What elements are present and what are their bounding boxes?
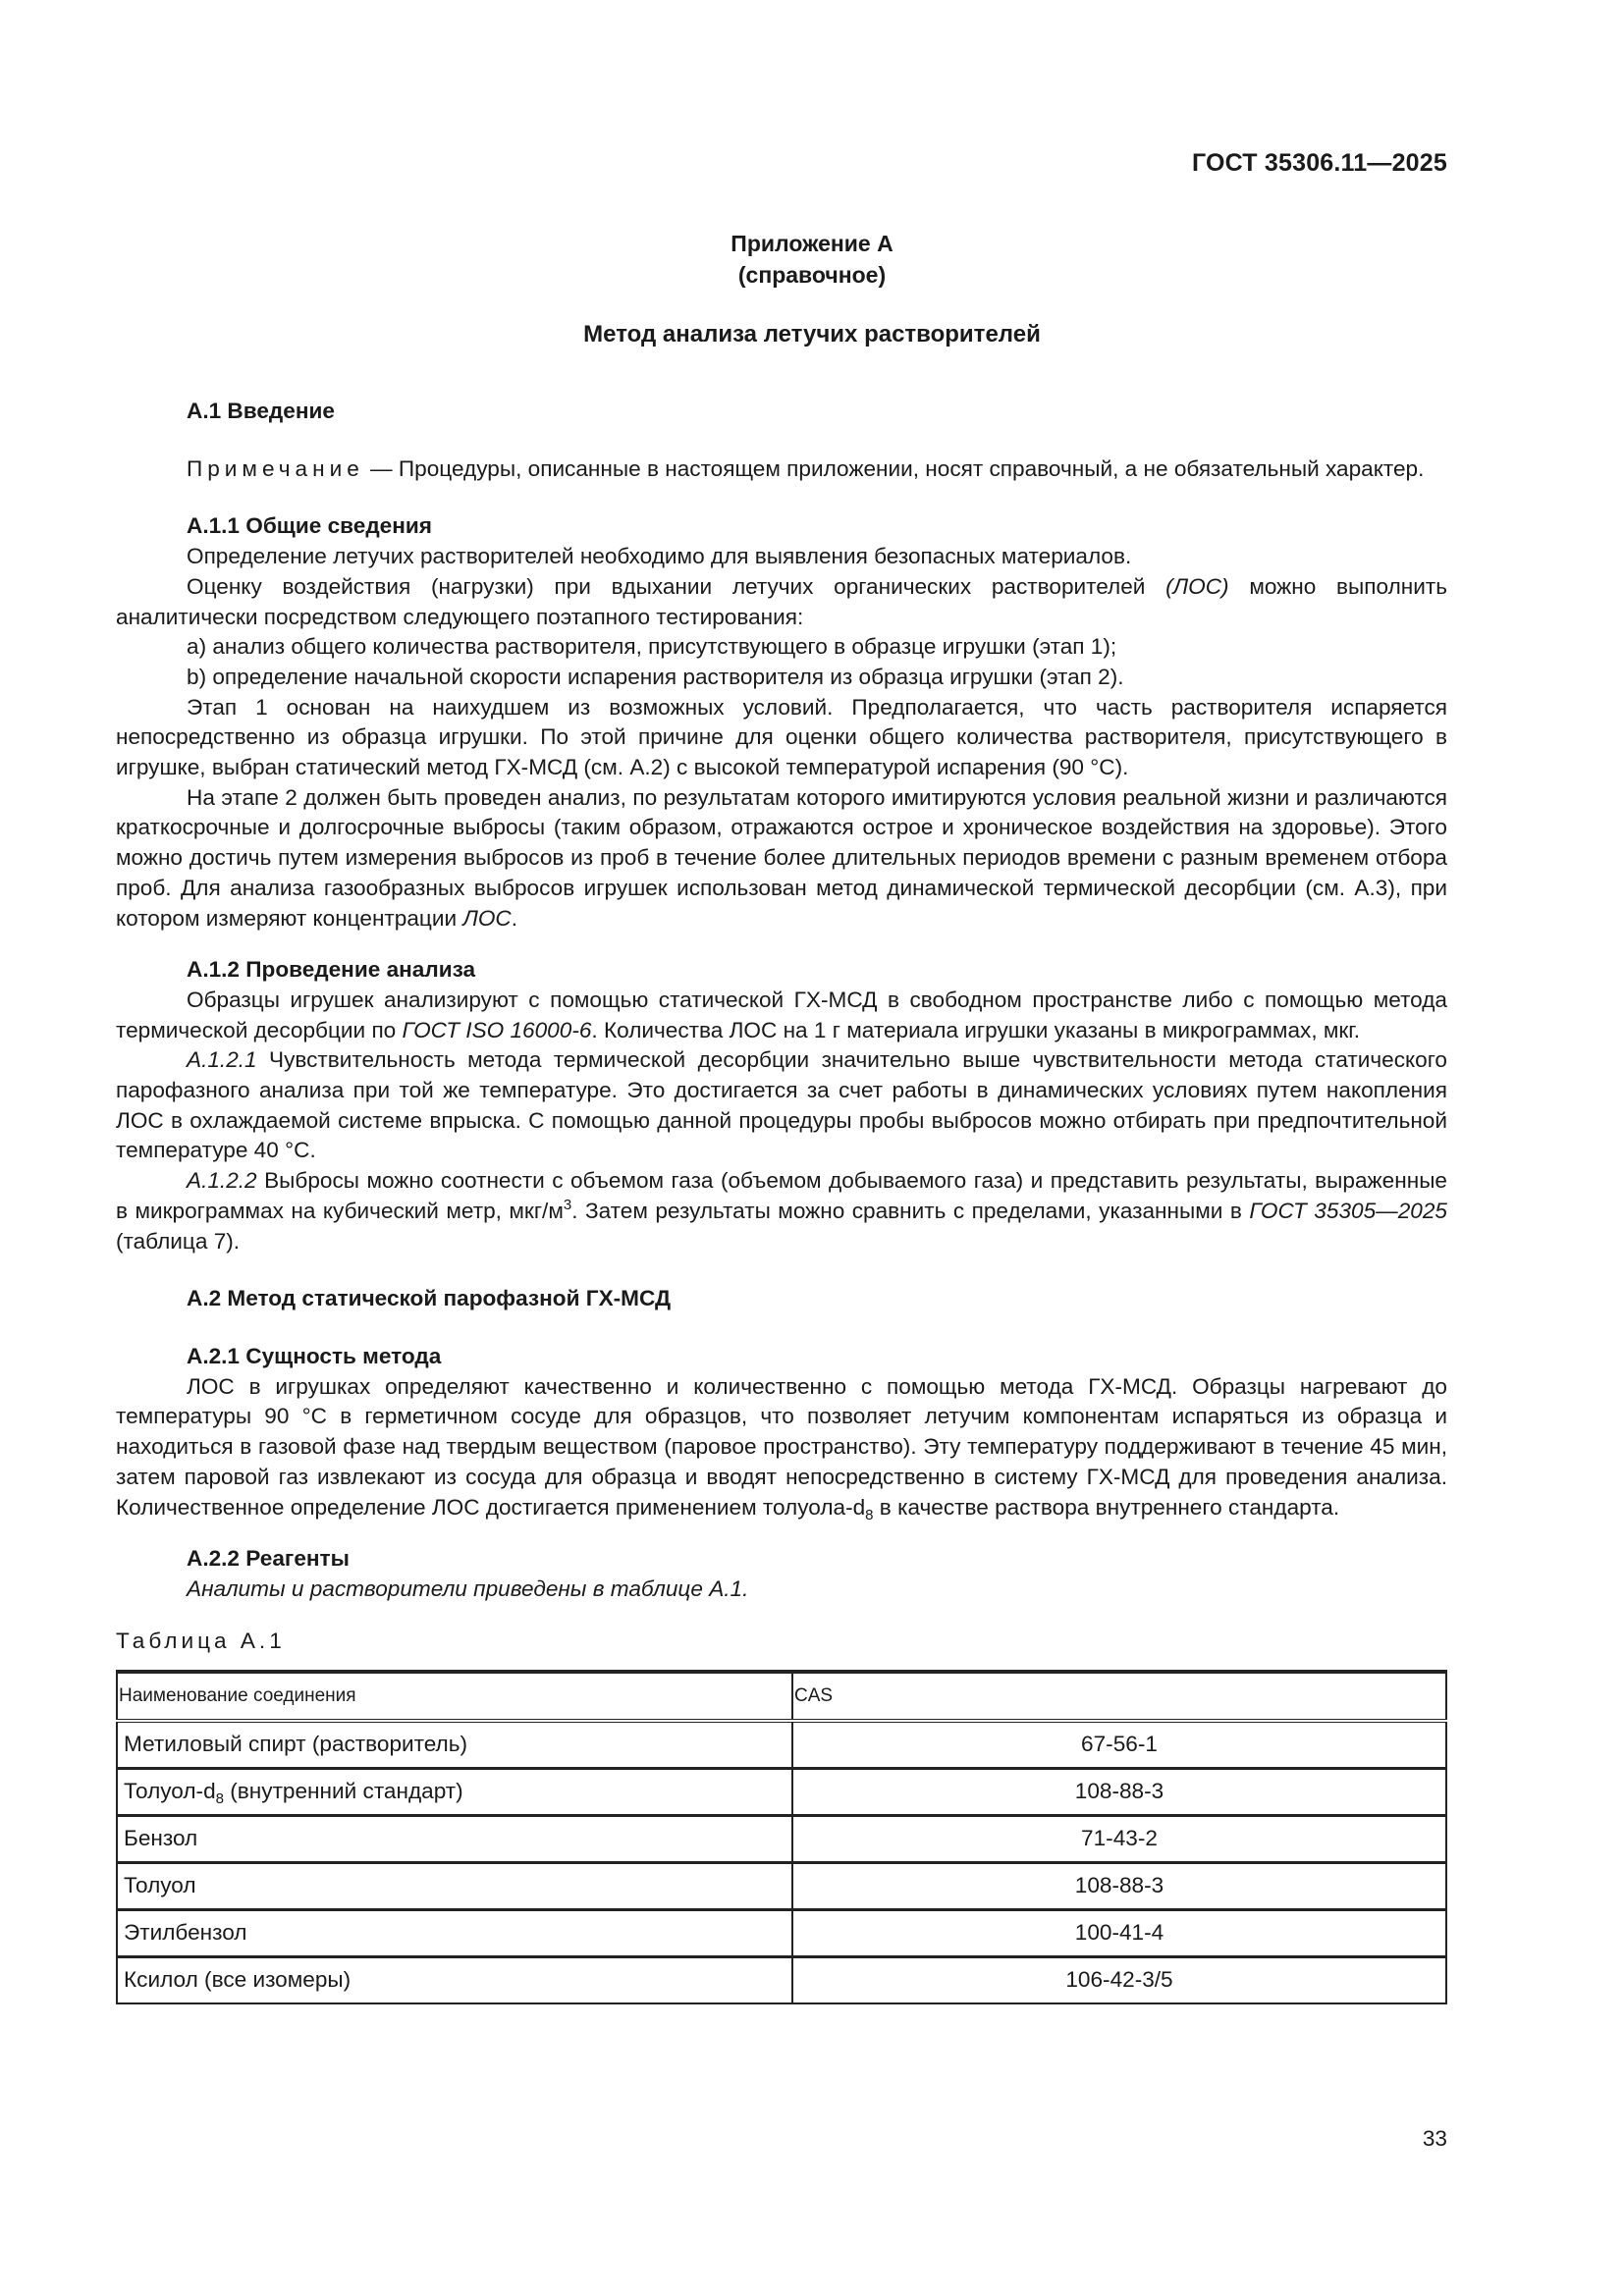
table-row (117, 1957, 1446, 2004)
standard-reference: ГОСТ ISO 16000-6 (402, 1017, 592, 1042)
cas-number: 108-88-3 (792, 1863, 1446, 1910)
section-heading-a2-1: А.2.1 Сущность метода (187, 1343, 442, 1368)
list-item: b) определение начальной скорости испарения растворителя из образца игрушки (этап 2). (187, 664, 1124, 689)
paragraph: На этапе 2 должен быть проведен анализ, по результатам которого имитируются условия реальной жизни и различаются краткосрочные и долгосрочные выбросы (таким образом, отражаются острое и хроническое воздействия на здоровье). Этого можно достичь путем измерения выбросов из проб в течение более длительных периодов времени с разным временем отбора проб. Для анализа газообразных выбросов игрушек использован метод динамической термической десорбции (см. А.3), при котором измеряют концентрации ЛОС. (116, 784, 1447, 931)
compound-name: Бензол (117, 1816, 792, 1863)
clause-number: А.1.2.2 (187, 1168, 257, 1194)
compound-name: Этилбензол (117, 1910, 792, 1957)
cas-number: 71-43-2 (792, 1816, 1446, 1863)
paragraph: Аналиты и растворители приведены в таблице А.1. (187, 1575, 749, 1601)
section-heading-a1-1: А.1.1 Общие сведения (187, 513, 432, 539)
cas-number: 67-56-1 (792, 1721, 1446, 1769)
annex-heading: Метод анализа летучих растворителей (583, 321, 1041, 347)
cas-number: 106-42-3/5 (792, 1957, 1446, 2004)
clause-number: А.1.2.1 (187, 1047, 257, 1073)
note-text: — Процедуры, описанные в настоящем приложении, носят справочный, а не обязательный характер. (363, 455, 1425, 481)
note-label: Примечание (187, 455, 364, 481)
standard-reference: ГОСТ 35305—2025 (1249, 1198, 1447, 1223)
compound-name: Ксилол (все изомеры) (117, 1957, 792, 2004)
compound-name: Толуол (117, 1863, 792, 1910)
paragraph: ЛОС в игрушках определяют качественно и количественно с помощью метода ГХ-МСД. Образцы нагревают до температуры 90 °С в герметичном сосуде для образцов, что позволяет летучим компонентам испаряться из образца и находиться в газовой фазе над твердым веществом (паровое пространство). Эту температуру поддерживают в течение 45 мин, затем паровой газ извлекают из сосуда для образца и вводят непосредственно в систему ГХ-МСД для проведения анализа. Количественное определение ЛОС достигается применением толуола-$d_8$ в качестве раствора внутреннего стандарта. (116, 1373, 1447, 1523)
cas-number: 108-88-3 (792, 1769, 1446, 1816)
compound-name: Метиловый спирт (растворитель) (117, 1721, 792, 1769)
column-header-cas: CAS (792, 1672, 1446, 1721)
table-caption: Таблица А.1 (116, 1628, 286, 1653)
table-row (117, 1721, 1446, 1769)
paragraph: А.1.2.2 Выбросы можно соотнести с объемом газа (объемом добываемого газа) и представить результаты, выраженные в микрограммах на кубический метр, мкг/$м^3$. Затем результаты можно сравнить с пределами, указанными в ГОСТ 35305—2025 (таблица 7). (116, 1168, 1447, 1254)
annex-subtitle: (справочное) (737, 262, 887, 288)
paragraph: Образцы игрушек анализируют с помощью статической ГХ-МСД в свободном пространстве либо с помощью метода термической десорбции по ГОСТ ISO 16000-6. Количества ЛОС на 1 г материала игрушки указаны в микрограммах, мкг. (116, 987, 1447, 1042)
paragraph: А.1.2.1 Чувствительность метода термической десорбции значительно выше чувствительности метода статического парофазного анализа при той же температуре. Это достигается за счет работы в динамических условиях путем накопления ЛОС в охлаждаемой системе впрыска. С помощью данной процедуры пробы выбросов можно отбирать при предпочтительной температуре 40 °С. (116, 1047, 1447, 1163)
document-body (116, 397, 1447, 2004)
section-heading-a2: А.2 Метод статической парофазной ГХ-МСД (187, 1286, 672, 1311)
compound-name: Толуол-$d_8$ (внутренний стандарт) (117, 1769, 792, 1816)
table-row (117, 1910, 1446, 1957)
table-row (117, 1816, 1446, 1863)
cas-number: 100-41-4 (792, 1910, 1446, 1957)
paragraph: Этап 1 основан на наихудшем из возможных условий. Предполагается, что часть растворителя испаряется непосредственно из образца игрушки. По этой причине для оценки общего количества растворителя, присутствующего в игрушке, выбран статический метод ГХ-МСД (см. А.2) с высокой температурой испарения (90 °С). (116, 694, 1447, 780)
list-item: а) анализ общего количества растворителя, присутствующего в образце игрушки (этап 1); (187, 634, 1117, 660)
document-code: ГОСТ 35306.11—2025 (1191, 149, 1447, 177)
table-header-row (117, 1672, 1446, 1721)
table-row (117, 1769, 1446, 1816)
note (116, 454, 1447, 485)
reagents-table (116, 1670, 1447, 2004)
section-heading-a2-2: А.2.2 Реагенты (187, 1546, 350, 1572)
annex-title: Приложение А (731, 231, 893, 256)
page-number: 33 (1422, 2126, 1447, 2151)
section-heading-a1-2: А.1.2 Проведение анализа (187, 957, 476, 983)
section-heading-a1: А.1 Введение (187, 399, 335, 423)
paragraph: Определение летучих растворителей необходимо для выявления безопасных материалов. (187, 544, 1132, 569)
table-row (117, 1863, 1446, 1910)
column-header-name: Наименование соединения (117, 1672, 792, 1721)
paragraph: Оценку воздействия (нагрузки) при вдыхании летучих органических растворителей (ЛОС) можно выполнить аналитически посредством следующего поэтапного тестирования: (116, 573, 1447, 629)
